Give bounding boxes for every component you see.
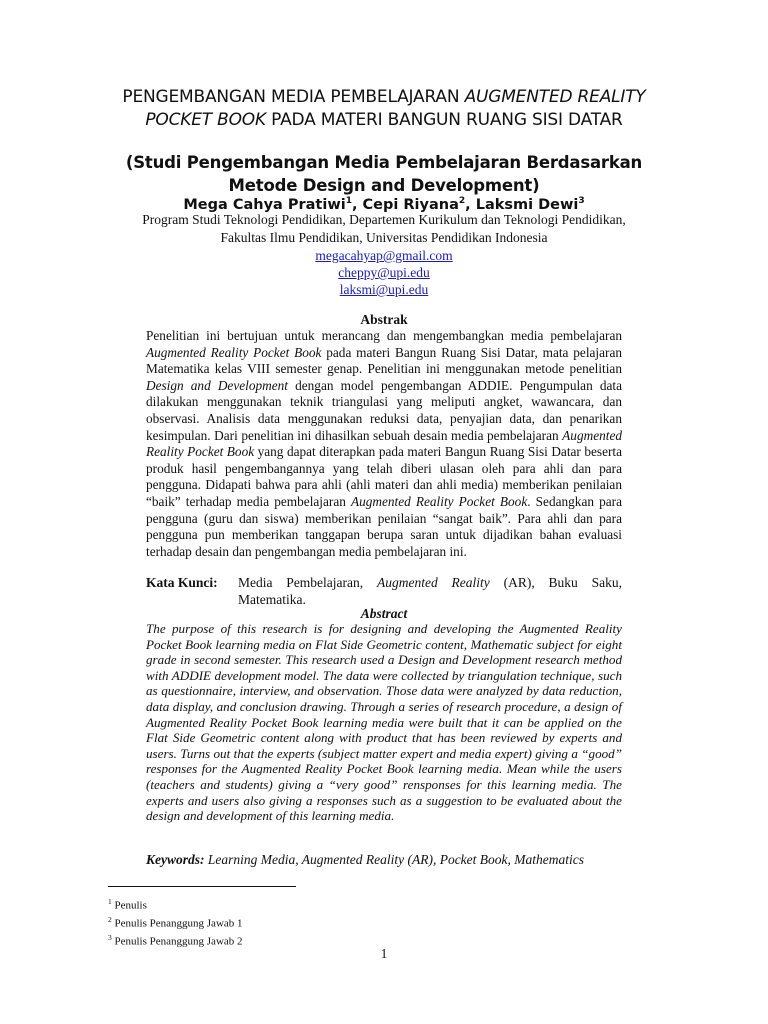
footnote-text: Penulis — [111, 899, 147, 912]
author-name: Mega Cahya Pratiwi — [183, 196, 346, 213]
page-number: 1 — [380, 946, 388, 961]
kata-kunci — [146, 575, 622, 608]
author-mark: 1 — [345, 196, 352, 206]
keywords — [146, 851, 622, 868]
email-list — [200, 247, 568, 298]
abstrak-text-italic: Augmented Reality Pocket Book — [350, 493, 528, 509]
abstrak-text-italic: Design and Development — [146, 377, 288, 393]
kata-kunci-text: (AR), Buku Saku, Matematika. — [238, 575, 622, 607]
title-prefix: PENGEMBANGAN MEDIA PEMBELAJARAN — [122, 87, 465, 107]
abstrak-text: dengan model pengembangan ADDIE. Pengumpulan data dilakukan menggunakan teknik triangulasi yang meliputi angket, wawancara, dan observasi. Analisis data menggunakan reduksi data, penyajian data, dan penarikan kesimpulan. Dari penelitian ini dihasilkan sebuah desain media pembelajaran — [146, 377, 622, 443]
kata-kunci-label: Kata Kunci: — [146, 575, 218, 590]
footnote-1 — [108, 895, 508, 913]
paper-title — [100, 86, 668, 132]
footnotes — [108, 895, 508, 949]
footnote-text: Penulis Penanggung Jawab 1 — [111, 917, 243, 930]
author-name: Cepi Riyana — [362, 196, 459, 213]
author-mark: 3 — [578, 196, 585, 206]
footnote-text: Penulis Penanggung Jawab 2 — [111, 935, 243, 948]
keywords-text: Learning Media, Augmented Reality (AR), Pocket Book, Mathematics — [204, 852, 585, 867]
author-mark: 2 — [458, 196, 466, 206]
title-suffix: PADA MATERI BANGUN RUANG SISI DATAR — [265, 110, 623, 130]
footnote-mark: 1 — [108, 897, 112, 906]
author-name: Laksmi Dewi — [475, 196, 579, 213]
email-link-3[interactable]: laksmi@upi.edu — [339, 282, 429, 297]
email-link-2[interactable]: cheppy@upi.edu — [338, 265, 430, 280]
footnote-divider — [108, 886, 296, 887]
title-italic: AUGMENTED REALITY POCKET BOOK — [145, 87, 646, 130]
abstract-heading: Abstract — [360, 606, 408, 621]
affiliation: Program Studi Teknologi Pendidikan, Departemen Kurikulum dan Teknologi Pendidikan, Fakultas Ilmu Pendidikan, Universitas Pendidikan Indonesia — [142, 212, 626, 245]
kata-kunci-text: Media Pembelajaran, — [238, 575, 377, 590]
author-separator: , — [351, 196, 363, 213]
abstract-body: The purpose of this research is for designing and developing the Augmented Reality Pocket Book learning media on Flat Side Geometric content, Mathematic subject for eight grade in second semester. This research used a Design and Development research method with ADDIE development model. The data were collected by triangulation technique, such as questionnaire, interview, and observation. Those data were analyzed by data reduction, data display, and conclusion drawing. Through a series of research procedure, a design of Augmented Reality Pocket Book learning media were built that it can be applied on the Flat Side Geometric content along with product that has been reviewed by experts and users. Turns out that the experts (subject matter expert and media expert) giving a “good” responses for the Augmented Reality Pocket Book learning media. Mean while the users (teachers and students) giving a “very good” rensponses for this learning media. The experts and users also giving a responses such as a suggestion to be evaluated about the design and development of this learning media. — [146, 621, 622, 824]
abstrak-text: yang dapat diterapkan pada materi Bangun Ruang Sisi Datar beserta produk hasil pengembangannya yang telah diberi ulasan oleh para ahli dan para pengguna. Didapati bahwa para ahli (ahli materi dan ahli media) memberikan penilaian “baik” terhadap media pembelajaran — [146, 444, 622, 509]
footnote-3 — [108, 931, 508, 949]
footnote-mark: 3 — [108, 933, 112, 943]
footnote-mark: 2 — [108, 915, 112, 925]
paper-subtitle: (Studi Pengembangan Media Pembelajaran Berdasarkan Metode Design and Development) — [125, 153, 643, 195]
footnote-2 — [108, 913, 508, 931]
abstrak-heading: Abstrak — [360, 312, 408, 327]
abstrak-text: Penelitian ini bertujuan untuk merancang dan mengembangkan media pembelajaran — [146, 328, 622, 343]
author-separator: , — [465, 196, 476, 213]
abstrak-text-italic: Augmented Reality Pocket Book — [146, 427, 622, 460]
kata-kunci-text-italic: Augmented Reality — [376, 575, 490, 590]
email-link-1[interactable]: megacahyap@gmail.com — [315, 248, 453, 263]
abstrak-text-italic: Augmented Reality Pocket Book — [146, 344, 322, 360]
abstrak-text: . Sedangkan para pengguna (guru dan siswa) memberikan penilaian “sangat baik”. Para ahli dan para pengguna pun memberikan tanggapan berupa saran untuk dijadikan bahan evaluasi terhadap desain dan pengembangan media pembelajaran ini. — [146, 493, 622, 559]
kata-kunci-values — [238, 575, 622, 608]
abstrak-text: pada materi Bangun Ruang Sisi Datar, mata pelajaran Matematika kelas VIII semester genap. Penelitian ini menggunakan metode penelitian — [146, 344, 622, 377]
keywords-label: Keywords: — [146, 852, 205, 867]
abstrak-body — [146, 328, 622, 560]
